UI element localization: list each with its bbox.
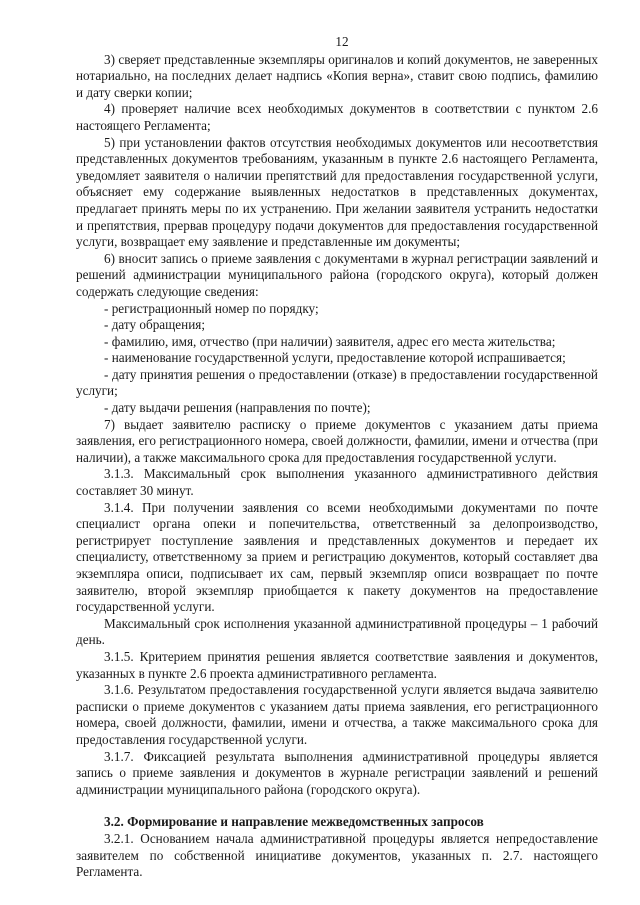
paragraph-3-1-4: 3.1.4. При получении заявления со всеми необходимыми документами по почте специалист органа опеки и попечительства, ответственный за делопроизводство, регистрирует поступление заявления и представленных документов и передает их специалисту, ответственному за прием и регистрацию документов, который составляет два экземпляра описи, подписывает их сам, первый экземпляр описи возвращает по почте заявителю, второй экземпляр приобщается к пакету документов на предоставление государственной услуги. bbox=[76, 499, 598, 615]
list-item-decision-date: - дату принятия решения о предоставлении (отказе) в предоставлении государственной услуги; bbox=[76, 366, 598, 399]
list-item-registration-number: - регистрационный номер по порядку; bbox=[104, 300, 319, 316]
section-heading: 3.2. Формирование и направление межведомственных запросов bbox=[104, 814, 484, 830]
list-item-service-name: - наименование государственной услуги, предоставление которой испрашивается; bbox=[104, 350, 566, 366]
list-item-date: - дату обращения; bbox=[104, 317, 205, 333]
paragraph-item-4: 4) проверяет наличие всех необходимых документов в соответствии с пунктом 2.6 настоящего Регламента; bbox=[76, 101, 598, 133]
paragraph-3-1-3: 3.1.3. Максимальный срок выполнения указанного административного действия составляет 30 минут. bbox=[76, 466, 598, 499]
paragraph-3-1-6: 3.1.6. Результатом предоставления государственной услуги является выдача заявителю расписки о приеме документов с указанием даты приема заявления, его регистрационного номера, своей должности, фамилии, имени и отчества, а также максимального срока для предоставления государственной услуги. bbox=[76, 682, 598, 747]
paragraph-3-1-5: 3.1.5. Критерием принятия решения является соответствие заявления и документов, указанных в пункте 2.6 проекта административного регламента. bbox=[76, 648, 598, 681]
list-item-name: - фамилию, имя, отчество (при наличии) заявителя, адрес его места жительства; bbox=[104, 333, 556, 349]
paragraph-item-5: 5) при установлении фактов отсутствия необходимых документов или несоответствия представленных документов требованиям, указанным в пункте 2.6 настоящего Регламента, уведомляет заявителя о наличии препятствий для предоставления государственной услуги, объясняет ему содержание выявленных недостатков в представленных документах, предлагает принять меры по их устранению. При желании заявителя устранить недостатки и препятствия, прервав процедуру подачи документов для предоставления государственной услуги, возвращает ему заявление и представленные им документы; bbox=[76, 134, 598, 250]
paragraph-3-2-1: 3.2.1. Основанием начала административной процедуры является непредоставление заявителем по собственной инициативе документов, указанных п. 2.7. настоящего Регламента. bbox=[76, 830, 598, 880]
paragraph-3-1-7: 3.1.7. Фиксацией результата выполнения административной процедуры является запись о приеме заявления и документов в журнале регистрации заявлений и решений администрации муниципального района (городского округа). bbox=[76, 748, 598, 797]
paragraph-item-7: 7) выдает заявителю расписку о приеме документов с указанием даты приема заявления, его регистрационного номера, своей должности, фамилии, имени и отчества (при наличии), а также максимального срока для предоставления государственной услуги. bbox=[76, 416, 598, 465]
page-number: 12 bbox=[335, 34, 349, 49]
paragraph-max-term: Максимальный срок исполнения указанной административной процедуры – 1 рабочий день. bbox=[76, 615, 598, 648]
paragraph-item-3: 3) сверяет представленные экземпляры оригиналов и копий документов, не заверенных нотариально, на последних делает надпись «Копия верна», ставит свою подпись, фамилию и дату сверки копии; bbox=[76, 51, 598, 100]
paragraph-item-6: 6) вносит запись о приеме заявления с документами в журнал регистрации заявлений и решений администрации муниципального района (городского округа), который должен содержать следующие сведения: bbox=[76, 250, 598, 299]
list-item-issue-date: - дату выдачи решения (направления по почте); bbox=[104, 400, 371, 416]
